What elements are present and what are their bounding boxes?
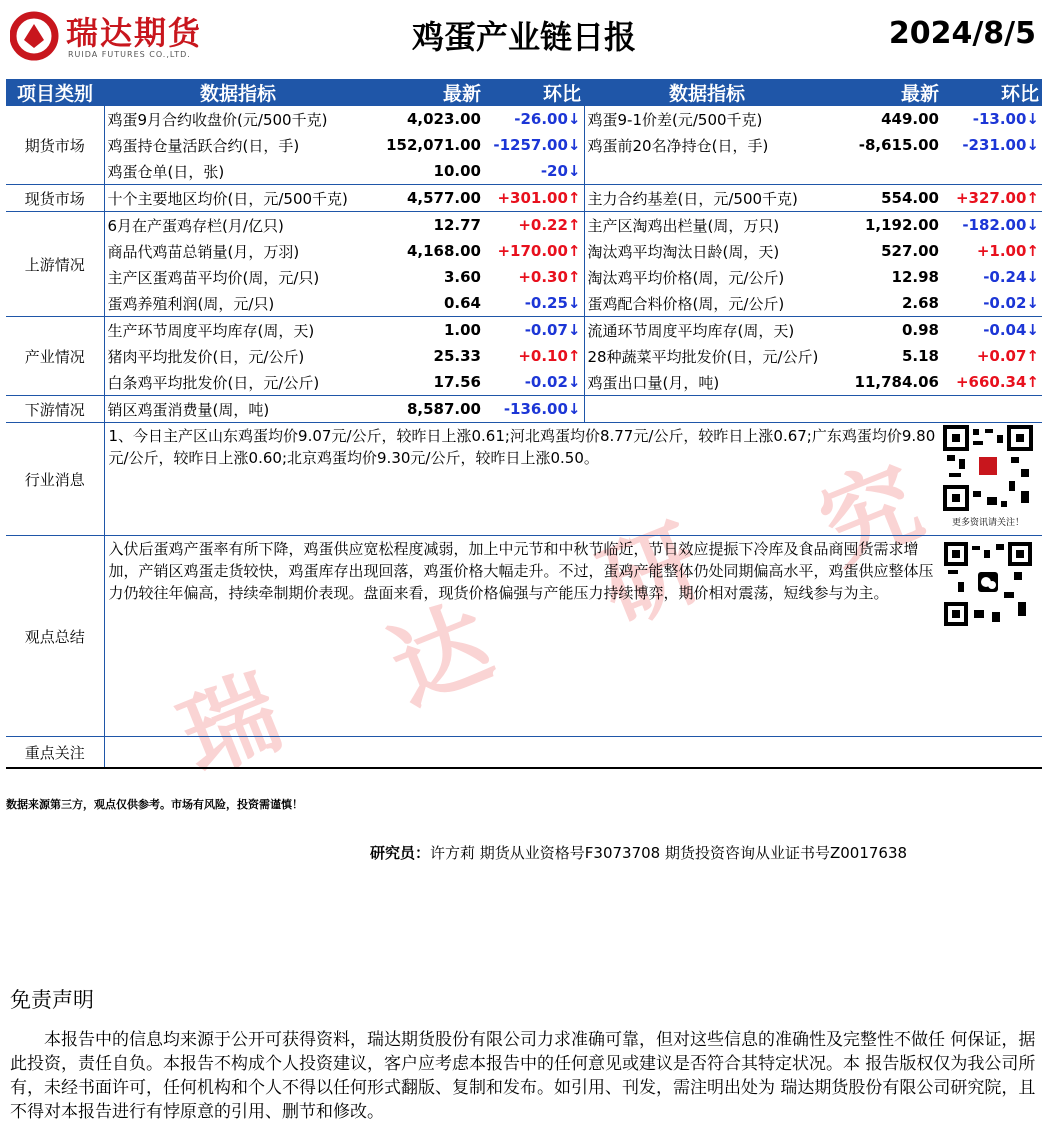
indicator-name: 猪肉平均批发价(日，元/公斤) — [107, 347, 305, 366]
change-value: -0.24↓ — [983, 268, 1039, 286]
indicator-name: 淘汰鸡平均价格(周，元/公斤) — [587, 268, 785, 287]
latest-value: 11,784.06 — [830, 369, 942, 396]
latest-value: 10.00 — [372, 158, 484, 185]
latest-value: 4,168.00 — [406, 242, 481, 260]
category-upstream: 上游情况 — [6, 212, 104, 317]
category-spot: 现货市场 — [6, 185, 104, 212]
watermark-char: 瑞 — [165, 655, 297, 796]
indicator-name: 主力合约基差(日，元/500千克) — [584, 185, 830, 212]
table-row — [6, 369, 1042, 396]
indicator-name: 淘汰鸡平均淘汰日龄(周，天) — [587, 242, 780, 261]
indicator-name: 十个主要地区均价(日，元/500千克) — [104, 185, 372, 212]
change-value: -0.02↓ — [484, 369, 584, 396]
latest-value: 1.00 — [443, 321, 481, 339]
indicator-name: 鸡蛋持仓量活跃合约(日，手) — [107, 136, 300, 155]
report-title: 鸡蛋产业链日报 — [411, 18, 636, 56]
change-value: +0.10↑ — [484, 343, 584, 369]
disclaimer-body: 本报告中的信息均来源于公开可获得资料，瑞达期货股份有限公司力求准确可靠，但对这些信息的准确性及完整性不做任 何保证，据此投资，责任自负。本报告不构成个人投资建议，客户应考虑本报告中的任何意见或建议是否符合其特定状况。本 报告版权仅为我公司所有，未经书面许可，任何机构和个人不得以任何形式翻版、复制和发布。如引用、刊发，需注明出处为 瑞达期货股份有限公司研究院，且不得对本报告进行有悖原意的引用、删节和修改。 — [10, 1030, 1036, 1122]
indicator-name: 流通环节周度平均库存(周，天) — [587, 321, 795, 340]
change-value: +301.00↑ — [484, 185, 584, 212]
qr-block — [938, 425, 1038, 529]
indicator-name: 蛋鸡配合料价格(周，元/公斤) — [584, 290, 830, 317]
table-row — [6, 106, 1042, 132]
change-value: -0.07↓ — [484, 317, 584, 344]
logo-text: 瑞达期货 — [66, 14, 203, 52]
category-downstream: 下游情况 — [6, 396, 104, 423]
indicator-name: 6月在产蛋鸡存栏(月/亿只) — [107, 216, 284, 235]
category-summary: 观点总结 — [6, 536, 104, 737]
change-value — [942, 158, 1042, 185]
indicator-name — [584, 396, 830, 423]
table-row — [6, 264, 1042, 290]
qr-code-icon — [943, 425, 1033, 511]
latest-value: 1,192.00 — [864, 216, 939, 234]
logo-subtext: RUIDA FUTURES CO.,LTD. — [68, 50, 191, 59]
change-value: +660.34↑ — [942, 369, 1042, 396]
table-header-row — [6, 79, 1042, 106]
latest-value — [830, 396, 942, 423]
indicator-name: 鸡蛋9-1价差(元/500千克) — [587, 110, 763, 129]
indicator-name: 主产区蛋鸡苗平均价(周，元/只) — [107, 268, 320, 287]
indicator-name: 鸡蛋出口量(月，吨) — [584, 369, 830, 396]
latest-value: 527.00 — [881, 242, 939, 260]
data-table — [6, 79, 1042, 769]
change-value: -0.04↓ — [983, 321, 1039, 339]
indicator-name: 商品代鸡苗总销量(月，万羽) — [107, 242, 300, 261]
change-value: -1257.00↓ — [484, 132, 584, 158]
latest-value: 4,577.00 — [372, 185, 484, 212]
latest-value: 17.56 — [372, 369, 484, 396]
indicator-name: 生产环节周度平均库存(周，天) — [107, 321, 315, 340]
summary-cell — [104, 536, 1042, 737]
indicator-name: 鸡蛋9月合约收盘价(元/500千克) — [107, 110, 328, 129]
header-latest: 最新 — [830, 79, 942, 106]
latest-value: 449.00 — [881, 110, 939, 128]
change-value: -20↓ — [484, 158, 584, 185]
news-row — [6, 423, 1042, 536]
watermark-char: 研 — [585, 505, 717, 646]
analyst-label: 研究员： — [370, 844, 431, 862]
indicator-name: 28种蔬菜平均批发价(日，元/公斤) — [587, 347, 819, 366]
news-text: 1、今日主产区山东鸡蛋均价9.07元/公斤，较昨日上涨0.61;河北鸡蛋均价8.77元/公斤，较昨日上涨0.67;广东鸡蛋均价9.80元/公斤，较昨日上涨0.60;北京鸡蛋均价9.30元/公斤，较昨日上涨0.50。 — [108, 427, 936, 467]
indicator-name: 主产区淘鸡出栏量(周，万只) — [587, 216, 780, 235]
news-cell — [104, 423, 1042, 536]
risk-note: 数据来源第三方，观点仅供参考。市场有风险，投资需谨慎！ — [6, 798, 303, 811]
report-date: 2024/8/5 — [888, 16, 1036, 51]
table-row — [6, 158, 1042, 185]
header-category: 项目类别 — [6, 79, 104, 106]
table-row — [6, 343, 1042, 369]
change-value: +1.00↑ — [976, 242, 1039, 260]
change-value: +327.00↑ — [942, 185, 1042, 212]
disclaimer-title: 免责声明 — [10, 988, 94, 1012]
latest-value: -8,615.00 — [858, 136, 939, 154]
latest-value: 0.64 — [372, 290, 484, 317]
latest-value: 8,587.00 — [372, 396, 484, 423]
header-change: 环比 — [484, 79, 584, 106]
category-industry: 产业情况 — [6, 317, 104, 396]
header-indicator: 数据指标 — [584, 79, 830, 106]
latest-value: 3.60 — [443, 268, 481, 286]
analyst-text: 许方莉 期货从业资格号F3073708 期货投资咨询从业证书号Z0017638 — [430, 844, 908, 862]
latest-value: 25.33 — [433, 347, 481, 365]
table-row — [6, 396, 1042, 423]
focus-text — [104, 737, 1042, 769]
header-latest: 最新 — [372, 79, 484, 106]
change-value: -136.00↓ — [484, 396, 584, 423]
indicator-name: 鸡蛋仓单(日，张) — [104, 158, 372, 185]
indicator-name — [584, 158, 830, 185]
latest-value: 0.98 — [901, 321, 939, 339]
change-value: -0.02↓ — [942, 290, 1042, 317]
change-value: -26.00↓ — [484, 106, 584, 132]
change-value: +0.07↑ — [976, 347, 1039, 365]
summary-row — [6, 536, 1042, 737]
latest-value: 4,023.00 — [406, 110, 481, 128]
change-value: +170.00↑ — [484, 238, 584, 264]
table-row — [6, 317, 1042, 344]
table-row — [6, 212, 1042, 239]
change-value: -182.00↓ — [962, 216, 1039, 234]
table-row — [6, 132, 1042, 158]
latest-value — [830, 158, 942, 185]
indicator-name: 鸡蛋前20名净持仓(日，手) — [587, 136, 769, 155]
summary-text: 入伏后蛋鸡产蛋率有所下降，鸡蛋供应宽松程度减弱，加上中元节和中秋节临近，节日效应提振下冷库及食品商囤货需求增加，产销区鸡蛋走货较快，鸡蛋库存出现回落，鸡蛋价格大幅走升。不过，蛋鸡产能整体仍处同期偏高水平，鸡蛋供应整体压力仍较往年偏高，持续牵制期价表现。盘面来看，现货价格偏强与产能压力持续博弈，期价相对震荡，短线参与为主。 — [108, 540, 934, 602]
analyst-info — [370, 842, 907, 863]
header-indicator: 数据指标 — [104, 79, 372, 106]
latest-value: 554.00 — [830, 185, 942, 212]
change-value: -231.00↓ — [962, 136, 1039, 154]
indicator-name: 蛋鸡养殖利润(周，元/只) — [104, 290, 372, 317]
change-value: +0.22↑ — [484, 212, 584, 239]
latest-value: 5.18 — [901, 347, 939, 365]
change-value: +0.30↑ — [484, 264, 584, 290]
latest-value: 152,071.00 — [386, 136, 481, 154]
qr-caption: 更多资讯请关注！ — [951, 518, 1024, 528]
change-value — [942, 396, 1042, 423]
wechat-qr-icon — [944, 542, 1032, 626]
category-focus: 重点关注 — [6, 737, 104, 769]
header-change: 环比 — [942, 79, 1042, 106]
table-row — [6, 238, 1042, 264]
change-value: -0.25↓ — [484, 290, 584, 317]
table-row — [6, 185, 1042, 212]
watermark-char: 达 — [375, 585, 507, 726]
latest-value: 12.98 — [891, 268, 939, 286]
latest-value: 12.77 — [433, 216, 481, 234]
category-futures: 期货市场 — [6, 106, 104, 185]
category-news: 行业消息 — [6, 423, 104, 536]
report-header — [0, 0, 1048, 76]
focus-row — [6, 737, 1042, 769]
change-value: -13.00↓ — [972, 110, 1039, 128]
latest-value: 2.68 — [830, 290, 942, 317]
indicator-name: 销区鸡蛋消费量(周，吨) — [104, 396, 372, 423]
watermark-char: 究 — [805, 445, 937, 586]
wechat-qr-block — [938, 538, 1038, 632]
indicator-name: 白条鸡平均批发价(日，元/公斤) — [104, 369, 372, 396]
table-row — [6, 290, 1042, 317]
